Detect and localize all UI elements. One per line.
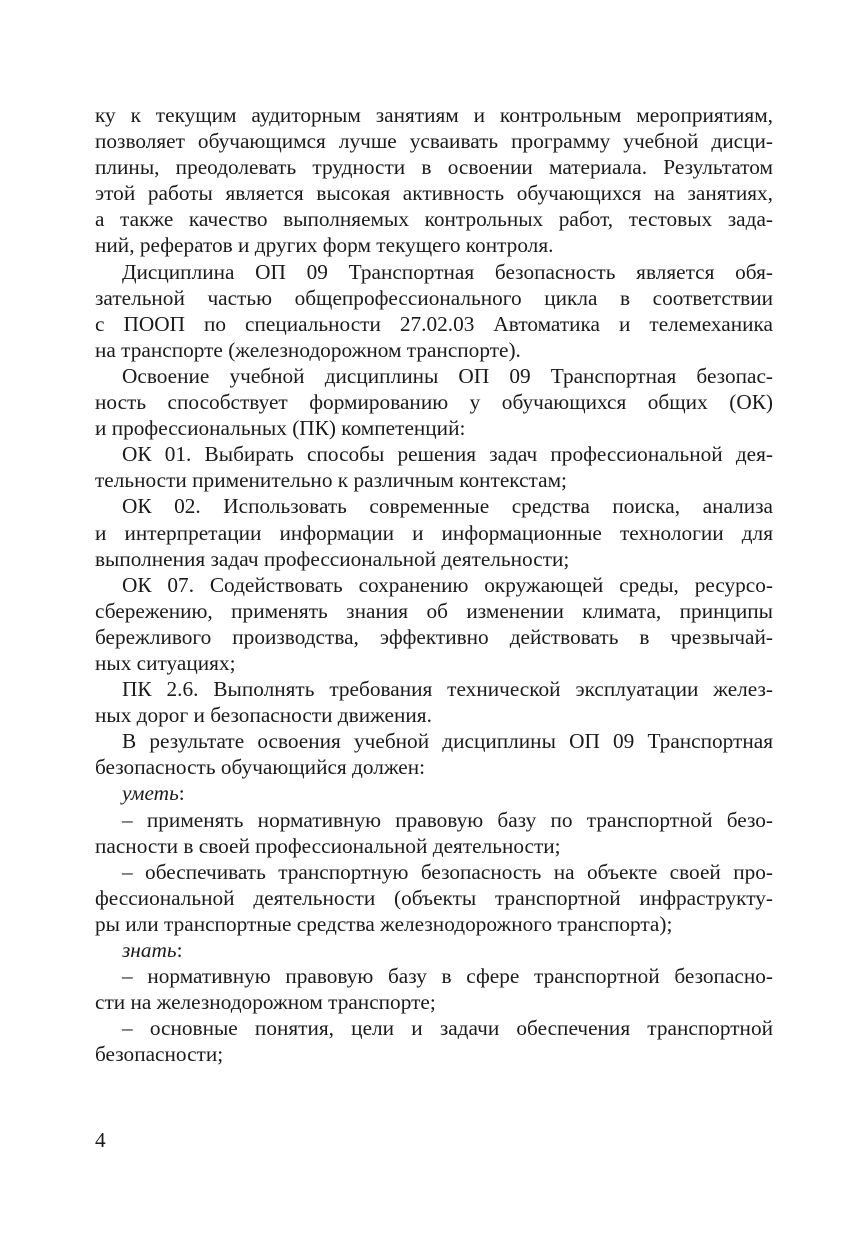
text-line: плины, преодолевать трудности в освоении материала. Результатом (95, 155, 773, 180)
text-line: ОК 01. Выбирать способы решения задач профессиональной дея- (122, 442, 773, 467)
heading-colon: : (176, 938, 183, 962)
text-line: этой работы является высокая активность обучающихся на занятиях, (95, 181, 773, 206)
text-line: ность способствует формированию у обучающихся общих (ОК) (95, 390, 773, 415)
italic-heading: знать (122, 938, 177, 962)
text-line: безопасность обучающийся должен: (95, 755, 426, 780)
text-line: и интерпретации информации и информационные технологии для (95, 520, 773, 545)
text-line: ОК 02. Использовать современные средства поиска, анализа (122, 494, 773, 519)
text-line: фессиональной деятельности (объекты транспортной инфраструкту- (95, 885, 773, 910)
text-line: ПК 2.6. Выполнять требования технической эксплуатации желез- (122, 677, 773, 702)
text-line: выполнения задач профессиональной деятельности; (95, 546, 570, 571)
text-line: безопасности; (95, 1042, 224, 1067)
text-line: и профессиональных (ПК) компетенций: (95, 416, 466, 441)
text-line: а также качество выполняемых контрольных работ, тестовых зада- (95, 207, 773, 232)
page-number: 4 (95, 1128, 106, 1152)
text-line: зательной частью общепрофессионального цикла в соответствии (95, 285, 773, 310)
text-line: тельности применительно к различным контекстам; (95, 468, 567, 493)
text-line: ний, рефератов и других форм текущего контроля. (95, 233, 554, 258)
page-body-text (95, 102, 773, 1067)
text-line: – обеспечивать транспортную безопасность на объекте своей про- (122, 859, 773, 884)
text-line: позволяет обучающимся лучше усваивать программу учебной дисци- (95, 129, 773, 154)
text-line: ных ситуациях; (95, 650, 236, 675)
text-line: ры или транспортные средства железнодорожного транспорта); (95, 911, 673, 936)
text-line: сбережению, применять знания об изменении климата, принципы (95, 598, 773, 623)
text-line: бережливого производства, эффективно действовать в чрезвычай- (95, 624, 773, 649)
text-line: – применять нормативную правовую базу по транспортной безо- (122, 807, 773, 832)
text-line: с ПООП по специальности 27.02.03 Автоматика и телемеханика (95, 311, 773, 336)
text-line (95, 780, 773, 806)
text-line: – основные понятия, цели и задачи обеспечения транспортной (122, 1016, 773, 1041)
text-line: – нормативную правовую базу в сфере транспортной безопасно- (122, 964, 773, 989)
text-line: ных дорог и безопасности движения. (95, 703, 432, 728)
italic-heading: уметь (122, 781, 179, 806)
text-line: сти на железнодорожном транспорте; (95, 990, 436, 1015)
text-line: Освоение учебной дисциплины ОП 09 Транспортная безопас- (122, 363, 773, 388)
heading-colon: : (178, 781, 185, 806)
text-line: В результате освоения учебной дисциплины ОП 09 Транспортная (122, 729, 773, 754)
text-line: на транспорте (железнодорожном транспорте). (95, 337, 521, 362)
text-line: пасности в своей профессиональной деятельности; (95, 833, 561, 858)
text-line: ку к текущим аудиторным занятиям и контрольным мероприятиям, (95, 103, 773, 127)
text-line: Дисциплина ОП 09 Транспортная безопасность является обя- (122, 259, 773, 284)
text-line (95, 937, 773, 963)
text-line: ОК 07. Содействовать сохранению окружающей среды, ресурсо- (122, 572, 773, 597)
